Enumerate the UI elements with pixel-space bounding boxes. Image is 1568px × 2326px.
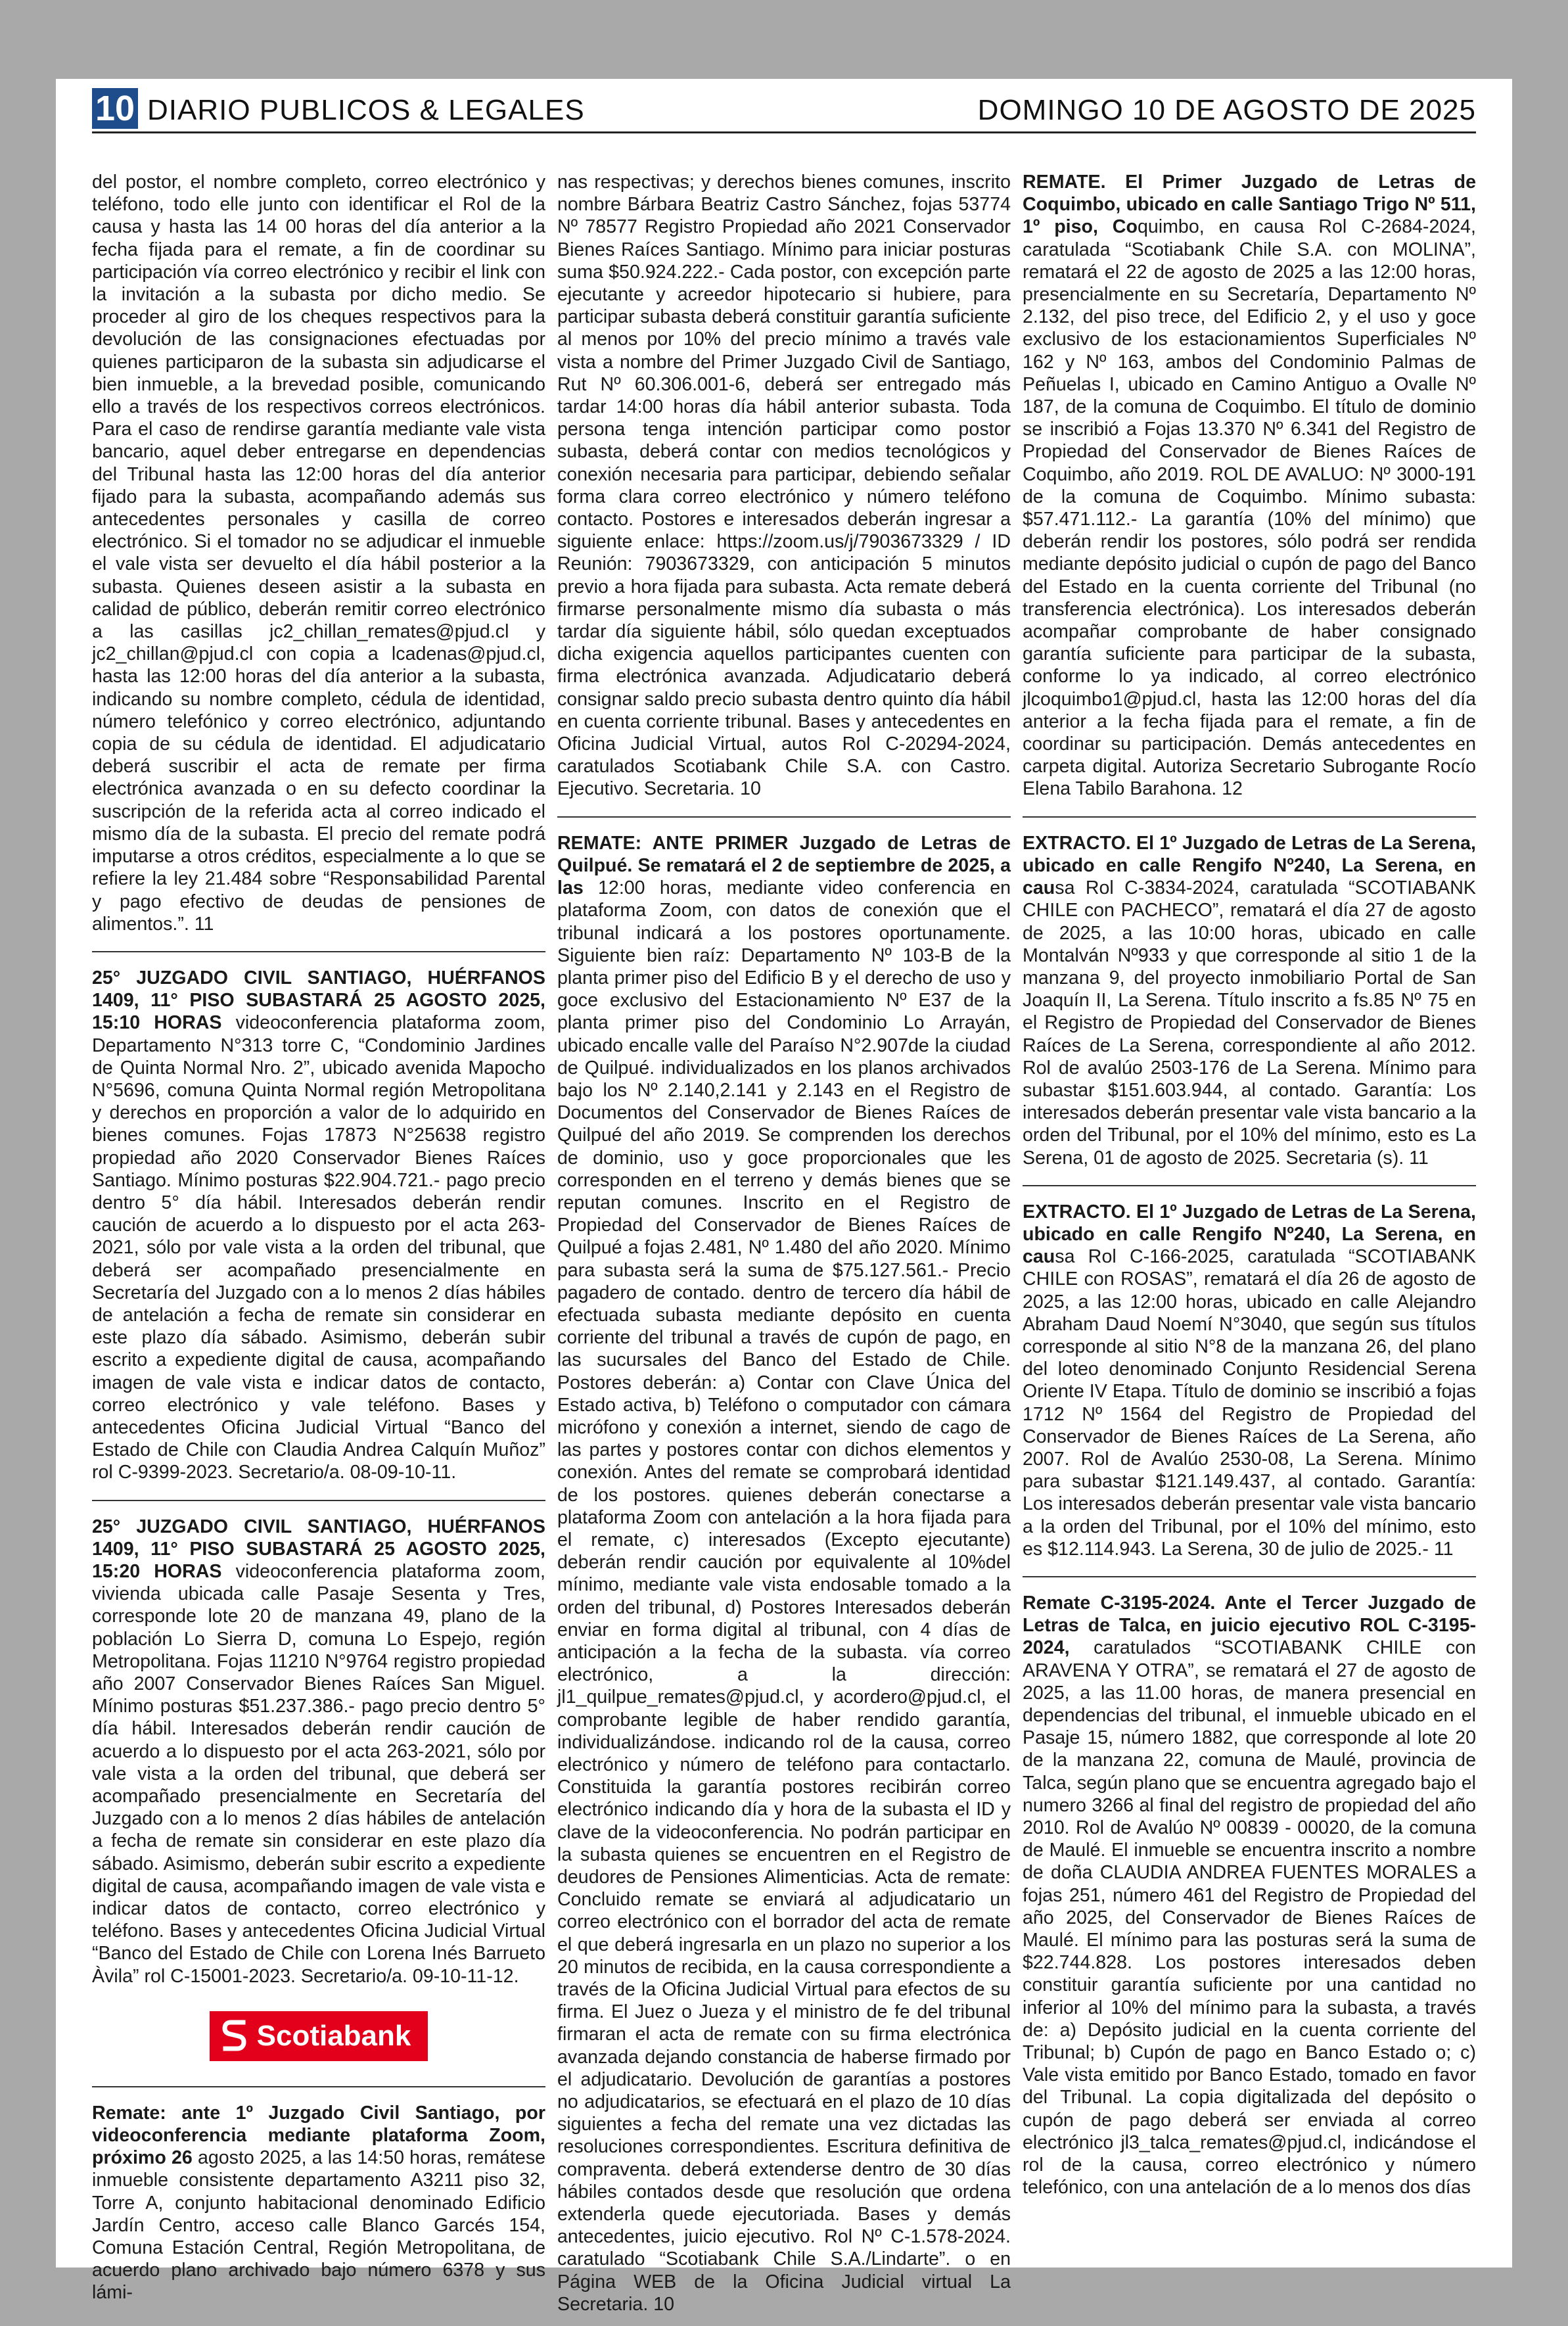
legal-notice	[92, 2102, 545, 2315]
scotiabank-logo	[210, 2011, 428, 2061]
notice-heading: REMATE. El Primer Juzgado de Letras de Coquimbo, ubicado en calle Santiago Trigo Nº 511, 1º piso, Co	[1023, 172, 1476, 238]
scotiabank-s-icon	[221, 2018, 248, 2053]
notice-text: sa Rol C-166-2025, caratulada “SCOTIABANK CHILE con ROSAS”, rematará el día 26 de agosto de 2025, a las 12:00 horas, ubicado en calle Alejandro Abraham Daud Noemí N°3040, que según sus títulos corresponde al sitio N°8 de la manzana 26, del plano del loteo denominado Conjunto Residencial Serena Oriente IV Etapa. Título de dominio se inscribió a fojas 1712 Nº 1564 del Registro de Propiedad del Conservador de Bienes Raíces de La Serena, año 2007. Rol de Avalúo 2530-08, La Serena. Mínimo para subastar $121.149.437, al contado. Garantía: Los interesados deberán presentar vale vista bancario a la orden del Tribunal, por el 10% del mínimo, esto es $12.114.943. La Serena, 30 de julio de 2025.- 11	[1023, 1246, 1476, 1560]
notice-heading: EXTRACTO. El 1º Juzgado de Letras de La Serena, ubicado en calle Rengifo Nº240, La Serena, en cau	[1023, 1201, 1476, 1268]
column-2	[557, 171, 1011, 2315]
content-columns	[92, 171, 1477, 2315]
notice-text: 12:00 horas, mediante video conferencia en plataforma Zoom, con datos de conexión que el tribunal indicará a los postores oportunamente. Siguiente bien raíz: Departamento Nº 103-B de la planta primer piso del Edificio B y el derecho de uso y goce exclusivo del Estacionamiento Nº E37 de la planta primer piso del Condominio Lo Arrayán, ubicado encalle valle del Paraíso N°2.907de la ciudad de Quilpué. individualizados en los planos archivados bajo los Nº 2.140,2.141 y 2.143 en el Registro de Documentos del Conservador de Bienes Raíces de Quilpué del año 2019. Se comprenden los derechos de dominio, uso y goce proporcionales que les corresponden en el terreno y demás bienes que se reputan comunes. Inscrito en el Registro de Propiedad del Conservador de Bienes Raíces de Quilpué a fojas 2.481, Nº 1.480 del año 2020. Mínimo para subasta será la suma de $75.127.561.- Precio pagadero de contado. dentro de tercero día hábil de efectuada subasta mediante depósito en cuenta corriente del tribunal a través de cupón de pago, en las sucursales del Banco del Estado de Chile. Postores deberán: a) Contar con Clave Única del Estado activa, b) Teléfono o computador con cámara micrófono y conexión a internet, siendo de cago de las partes y postores contar con dichos elementos y conexión. Antes del remate se comprobará identidad de los postores. quienes deberán conectarse a plataforma Zoom con antelación a la hora fijada para el remate, c) interesados (Excepto ejecutante) deberán rendir caución por equivalente al 10%del mínimo, mediante vale vista endosable tomado a la orden del tribunal, d) Postores Interesados deberán enviar en forma digital al tribunal, con 4 días de anticipación a la fecha de la subasta. vía correo electrónico, a la dirección: jl1_quilpue_remates@pjud.cl, y acordero@pjud.cl, el comprobante legible de haber rendido garantía, individualizándose. indicando rol de la causa, correo electrónico y número de teléfono para contactarlo. Constituida la garantía postores recibirán correo electrónico indicando día y hora de la subasta el ID y clave de la videoconferencia. No podrán participar en la subasta quienes se encuentren en el Registro de deudores de Pensiones Alimenticias. Acta de remate: Concluido remate se enviará al adjudicatario un correo electrónico con el borrador del acta de remate el que deberá ingresarla en un plazo no superior a los 20 minutos de recibida, en la causa correspondiente a través de la Oficina Judicial Virtual para efectos de su firma. El Juez o Jueza y el ministro de fe del tribunal firmaran el acta de remate con su firma electrónica avanzada dejando constancia de haberse firmado por el adjudicatario. Devolución de garantías a postores no adjudicatarios, se efectuará en el plazo de 10 días siguientes a fecha del remate una vez dictadas las resoluciones correspondientes. Escritura definitiva de compraventa. deberá extenderse dentro de 30 días hábiles contados desde que resolución que ordena extenderla quede ejecutoriada. Bases y demás antecedentes, juicio ejecutivo. Rol Nº C-1.578-2024. caratulado “Scotiabank Chile S.A./Lindarte”. o en Página WEB de la Oficina Judicial virtual La Secretaria. 10	[557, 877, 1011, 2315]
legal-notice	[1023, 832, 1476, 1180]
column-1	[92, 171, 546, 2304]
page-number: 10	[92, 88, 138, 129]
newspaper-page	[56, 79, 1512, 2315]
column-3	[1023, 171, 1476, 2254]
legal-notice	[92, 1516, 545, 1998]
publication-name: DIARIO PUBLICOS & LEGALES	[147, 94, 585, 126]
divider	[1023, 1576, 1476, 1577]
legal-notice	[1023, 171, 1476, 811]
notice-heading: REMATE: ANTE PRIMER Juzgado de Letras de Quilpué. Se rematará el 2 de septiembre de 2025, a las	[557, 832, 1011, 899]
notice-heading: EXTRACTO. El 1º Juzgado de Letras de La Serena, ubicado en calle Rengifo Nº240, La Serena, en cau	[1023, 832, 1476, 899]
notice-text: sa Rol C-3834-2024, caratulada “SCOTIABANK CHILE con PACHECO”, rematará el día 27 de agosto de 2025, a las 10:00 horas, ubicado en calle Montalván Nº933 y que corresponde al sitio 1 de la manzana 9, del proyecto inmobiliario Portal de San Joaquín II, La Serena. Título inscrito a fs.85 Nº 75 en el Registro de Propiedad del Conservador de Bienes Raíces de La Serena, correspondiente al año 2012. Rol de avalúo 2503-176 de La Serena. Mínimo para subastar $151.603.944, al contado. Garantía: Los interesados deberán presentar vale vista bancario a la orden del Tribunal, por el 10% del mínimo, esto es La Serena, 01 de agosto de 2025. Secretaria (s). 11	[1023, 877, 1476, 1169]
notice-heading: 25° JUZGADO CIVIL SANTIAGO, HUÉRFANOS 1409, 11° PISO SUBASTARÁ 25 AGOSTO 2025, 15:20 HORAS	[92, 1516, 545, 1582]
divider	[92, 951, 545, 952]
page-header	[92, 85, 1476, 133]
legal-notice	[557, 832, 1011, 2326]
logo-text: Scotiabank	[256, 2019, 411, 2052]
notice-text: quimbo, en causa Rol C-2684-2024, caratulada “Scotiabank Chile S.A. con MOLINA”, rematará el 22 de agosto de 2025 a las 12:00 horas, presencialmente en su Secretaría, Departamento Nº 2.132, del piso trece, del Edificio 2, y el uso y goce exclusivo de los estacionamientos Superficiales Nº 162 y Nº 163, ambos del Condominio Palmas de Peñuelas I, ubicado en Camino Antiguo a Ovalle Nº 187, de la comuna de Coquimbo. El título de dominio se inscribió a Fojas 13.370 Nº 6.341 del Registro de Propiedad del Conservador de Bienes Raíces de Coquimbo, año 2019. ROL DE AVALUO: Nº 3000-191 de la comuna de Coquimbo. Mínimo subasta: $57.471.112.- La garantía (10% del mínimo) que deberán rendir los postores, sólo podrá ser rendida mediante depósito judicial o cupón de pago del Banco del Estado en la cuenta corriente del Tribunal (no transferencia electrónica). Los interesados deberán acompañar comprobante de haber consignado garantía suficiente para participar de la subasta, conforme lo ya indicado, al correo electrónico jlcoquimbo1@pjud.cl, hasta las 12:00 horas del día anterior a la fecha fijada para el remate, a fin de coordinar su participación. Demás antecedentes en carpeta digital. Autoriza Secretario Subrogante Rocío Elena Tabilo Barahona. 12	[1023, 216, 1477, 800]
notice-text: caratulados “SCOTIABANK CHILE con ARAVENA Y OTRA”, se rematará el 27 de agosto de 2025, a las 11.00 horas, de manera presencial en dependencias del tribunal, el inmueble ubicado en el Pasaje 15, número 1882, que corresponde al lote 20 de la manzana 22, comuna de Maulé, provincia de Talca, según plano que se encuentra agregado bajo el numero 3266 al final del registro de propiedad del año 2010. Rol de Avalúo Nº 00839 - 00020, de la comuna de Maulé. El inmueble se encuentra inscrito a nombre de doña CLAUDIA ANDREA FUENTES MORALES a fojas 251, número 461 del Registro de Propiedad del año 2025, del Conservador de Bienes Raíces de Maulé. El mínimo para las posturas será la suma de $22.744.828. Los postores interesados deben constituir garantía suficiente por una cantidad no inferior al 10% del mínimo para la subasta, a través de: a) Depósito judicial en la cuenta corriente del Tribunal; b) Cupón de pago en Banco Estado o; c) Vale vista emitido por Banco Estado, tomado en favor del Tribunal. La copia digitalizada del depósito o cupón de pago deberá ser enviada al correo electrónico jl3_talca_remates@pjud.cl, indicándose el rol de la causa, correo electrónico y número telefónico, con una antelación de a lo menos dos días	[1023, 1637, 1476, 2198]
divider	[1023, 816, 1476, 818]
divider	[92, 1500, 545, 1501]
legal-notice	[1023, 1592, 1476, 2209]
advertiser-logo-block	[92, 1998, 545, 2081]
notice-text: videoconferencia plataforma zoom, Departamento N°313 torre C, “Condominio Jardines de Quinta Normal Nro. 2”, ubicado avenida Mapocho N°5696, comuna Quinta Normal región Metropolitana y derechos en proporción a valor de lo adquirido en bienes comunes. Fojas 17873 N°25638 registro propiedad año 2020 Conservador Bienes Raíces Santiago. Mínimo posturas $22.904.721.- pago precio dentro 5° día hábil. Interesados deberán rendir caución de acuerdo a lo dispuesto por el acta 263-2021, sólo por vale vista a la orden del tribunal, que deberá ser acompañado presencialmente en Secretaría del Juzgado con a lo menos 2 días hábiles de antelación a fecha de remate sin considerar en este plazo día sábado. Asimismo, deberán subir escrito a expediente digital de causa, acompañando imagen de vale vista e indicar datos de contacto, correo electrónico y vale teléfono. Bases y antecedentes Oficina Judicial Virtual “Banco del Estado de Chile con Claudia Andrea Calquín Muñoz” rol C-9399-2023. Secretario/a. 08-09-10-11.	[92, 1012, 545, 1483]
notice-heading: Remate: ante 1º Juzgado Civil Santiago, por videoconferencia mediante plataforma Zoom, próximo 26	[92, 2102, 545, 2169]
notice-heading: Remate C-3195-2024. Ante el Tercer Juzgado de Letras de Talca, en juicio ejecutivo ROL C-3195- 2024,	[1023, 1592, 1476, 1659]
divider	[1023, 1185, 1476, 1186]
legal-notice	[92, 967, 545, 1495]
divider	[92, 2086, 545, 2087]
divider	[557, 816, 1011, 818]
notice-text: videoconferencia plataforma zoom, vivienda ubicada calle Pasaje Sesenta y Tres, corresponde lote 20 de manzana 49, plano de la población Lo Sierra D, comuna Lo Espejo, región Metropolitana. Fojas 11210 N°9764 registro propiedad año 2007 Conservador Bienes Raíces San Miguel. Mínimo posturas $51.237.386.- pago precio dentro 5° día hábil. Interesados deberán rendir caución de acuerdo a lo dispuesto por el acta 263-2021, sólo por vale vista a la orden del tribunal, que deberá ser acompañado presencialmente en Secretaría del Juzgado con a lo menos 2 días hábiles de antelación a fecha de remate sin considerar en este plazo día sábado. Asimismo, deberán subir escrito a expediente digital de causa, acompañando imagen de vale vista e indicar datos de contacto, correo electrónico y teléfono. Bases y antecedentes Oficina Judicial Virtual “Banco del Estado de Chile con Lorena Inés Barrueto Àvila” rol C-15001-2023. Secretario/a. 09-10-11-12.	[92, 1560, 545, 1987]
notice-continuation: del postor, el nombre completo, correo electrónico y teléfono, todo elle junto con identificar el Rol de la causa y hasta las 14 00 horas del día anterior a la fecha fijada para el remate, a fin de coordinar su participación vía correo electrónico y recibir el link con la invitación a la subasta por dicho medio. Se proceder al giro de los cheques respectivos para la devolución de las consignaciones efectuadas por quienes participaron de la subasta sin adjudicarse el bien inmueble, a la brevedad posible, comunicando ello a través de los respectivos correos electrónicos. Para el caso de rendirse garantía mediante vale vista bancario, aquel deber entregarse en dependencias del Tribunal hasta las 12:00 horas del día anterior fijado para la subasta, acompañando además sus antecedentes personales y casilla de correo electrónico. Si el tomador no se adjudicar el inmueble el vale vista ser devuelto el día hábil posterior a la subasta. Quienes deseen asistir a la subasta en calidad de público, deberán remitir correo electrónico a las casillas jc2_chillan_remates@pjud.cl y jc2_chillan@pjud.cl con copia a lcadenas@pjud.cl, hasta las 12:00 horas del día anterior a la subasta, indicando su nombre completo, cédula de identidad, número telefónico y correo electrónico, adjuntando copia de su cédula de identidad. El adjudicatario deberá suscribir el acta de remate per firma electrónica avanzada o en su defecto coordinar la suscripción de la referida acta al correo indicado el mismo día de la subasta. El precio del remate podrá imputarse a otros créditos, especialmente a lo que se refiere la ley 21.484 sobre “Responsabilidad Parental y pago efectivo de deudas de pensiones de alimentos.”. 11	[92, 172, 545, 935]
notice-text: agosto 2025, a las 14:50 horas, remátese inmueble consistente departamento A3211 piso 32, Torre A, conjunto habitacional denominado Edificio Jardín Centro, acceso calle Blanco Garcés 154, Comuna Estación Central, Región Metropolitana, de acuerdo plano archivado bajo número 6378 y sus lámi-	[92, 2147, 546, 2304]
notice-continuation: nas respectivas; y derechos bienes comunes, inscrito nombre Bárbara Beatriz Castro Sánchez, fojas 53774 Nº 78577 Registro Propiedad año 2021 Conservador Bienes Raíces Santiago. Mínimo para iniciar posturas suma $50.924.222.- Cada postor, con excepción parte ejecutante y acreedor hipotecario si hubiere, para participar subasta deberá constituir garantía suficiente al menos por 10% del precio mínimo a través vale vista a nombre del Primer Juzgado Civil de Santiago, Rut Nº 60.306.001-6, deberá ser entregado más tardar 14:00 horas día hábil anterior subasta. Toda persona tenga intención participar como postor subasta, deberá contar con medios tecnológicos y conexión necesaria para participar, debiendo señalar forma clara correo electrónico y número teléfono contacto. Postores e interesados deberán ingresar a siguiente enlace: https://zoom.us/j/7903673329 / ID Reunión: 7903673329, con anticipación 5 minutos previo a hora fijada para subasta. Acta remate deberá firmarse personalmente mismo día subasta o más tardar día siguiente hábil, sólo quedan exceptuados dicha exigencia aquellos participantes cuenten con firma electrónica avanzada. Adjudicatario deberá consignar saldo precio subasta dentro quinto día hábil en cuenta corriente tribunal. Bases y antecedentes en Oficina Judicial Virtual, autos Rol C-20294-2024, caratulados Scotiabank Chile S.A. con Castro. Ejecutivo. Secretaria. 10	[557, 172, 1011, 800]
notice-heading: 25° JUZGADO CIVIL SANTIAGO, HUÉRFANOS 1409, 11° PISO SUBASTARÁ 25 AGOSTO 2025, 15:10 HORAS	[92, 967, 545, 1034]
legal-notice	[1023, 1201, 1476, 1571]
publication-date: DOMINGO 10 DE AGOSTO DE 2025	[977, 94, 1476, 126]
